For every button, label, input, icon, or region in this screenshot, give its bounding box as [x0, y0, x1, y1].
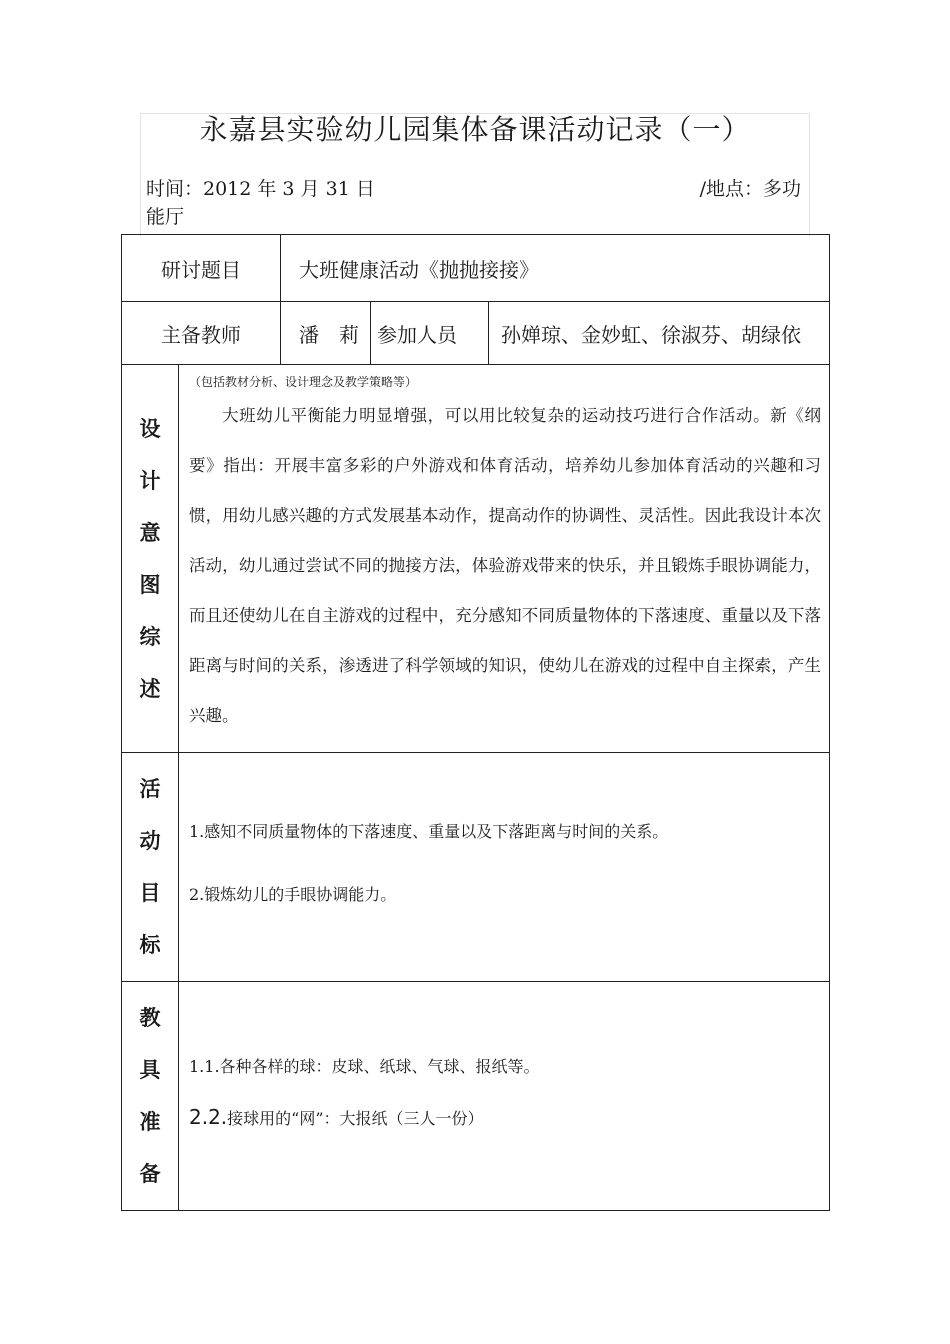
design-text: 大班幼儿平衡能力明显增强，可以用比较复杂的运动技巧进行合作活动。新《纲要》指出：开展丰富多彩的户外游戏和体育活动，培养幼儿参加体育活动的兴趣和习惯，用幼儿感兴趣的方式发展基本动作，提高动作的协调性、灵活性。因此我设计本次活动，幼儿通过尝试不同的抛接方法，体验游戏带来的快乐，并且锻炼手眼协调能力，而且还使幼儿在自主游戏的过程中，充分感知不同质量物体的下落速度、重量以及下落距离与时间的关系，渗透进了科学领域的知识，使幼儿在游戏的过程中自主探索，产生兴趣。: [189, 406, 822, 725]
side-char: 教: [139, 1006, 161, 1030]
topic-row: [122, 235, 830, 302]
goals-side-label: [122, 753, 179, 982]
side-char: 备: [139, 1162, 161, 1186]
goals-row: [122, 753, 830, 982]
side-char: 标: [139, 933, 161, 957]
side-char: 设: [139, 416, 161, 441]
material-item-text: 接球用的“网”：大报纸（三人一份）: [227, 1108, 484, 1128]
design-content: [179, 365, 830, 753]
materials-content: [179, 982, 830, 1211]
side-char: 活: [139, 777, 161, 801]
material-item: 1.1.各种各样的球：皮球、纸球、气球、报纸等。: [189, 1056, 540, 1076]
side-char: 具: [139, 1058, 161, 1082]
design-side-label: [122, 365, 179, 753]
material-item: [179, 1105, 829, 1129]
side-char: 综: [139, 624, 161, 649]
meta-place-continued: 能厅: [146, 206, 185, 228]
materials-row: [122, 982, 830, 1211]
meta-time: 时间：2012 年 3 月 31 日: [146, 178, 375, 200]
participants-value: 孙婵琼、金妙虹、徐淑芬、胡绿依: [489, 302, 830, 365]
meta-place: /地点：多功: [699, 178, 801, 200]
side-char: 意: [139, 520, 161, 545]
goal-item: 1.感知不同质量物体的下落速度、重量以及下落距离与时间的关系。: [189, 822, 669, 841]
goal-item: 2.锻炼幼儿的手眼协调能力。: [189, 885, 397, 904]
design-note: （包括教材分析、设计理念及教学策略等）: [189, 375, 418, 389]
participants-label: 参加人员: [371, 302, 489, 365]
side-char: 动: [139, 829, 161, 853]
material-item-number: 2.2.: [189, 1104, 228, 1129]
side-char: 图: [139, 572, 161, 597]
side-char: 目: [139, 881, 161, 905]
teacher-value: 潘 莉: [281, 302, 371, 365]
teacher-label: 主备教师: [122, 302, 281, 365]
teacher-row: [122, 302, 830, 365]
page-title: 永嘉县实验幼儿园集体备课活动记录（一）: [199, 113, 751, 146]
goals-content: [179, 753, 830, 982]
side-char: 述: [139, 676, 161, 701]
side-char: 准: [139, 1110, 161, 1134]
topic-value: 大班健康活动《抛抛接接》: [281, 235, 830, 302]
side-char: 计: [139, 468, 161, 493]
record-table: [121, 234, 830, 1211]
materials-side-label: [122, 982, 179, 1211]
design-row: [122, 365, 830, 753]
topic-label: 研讨题目: [122, 235, 281, 302]
